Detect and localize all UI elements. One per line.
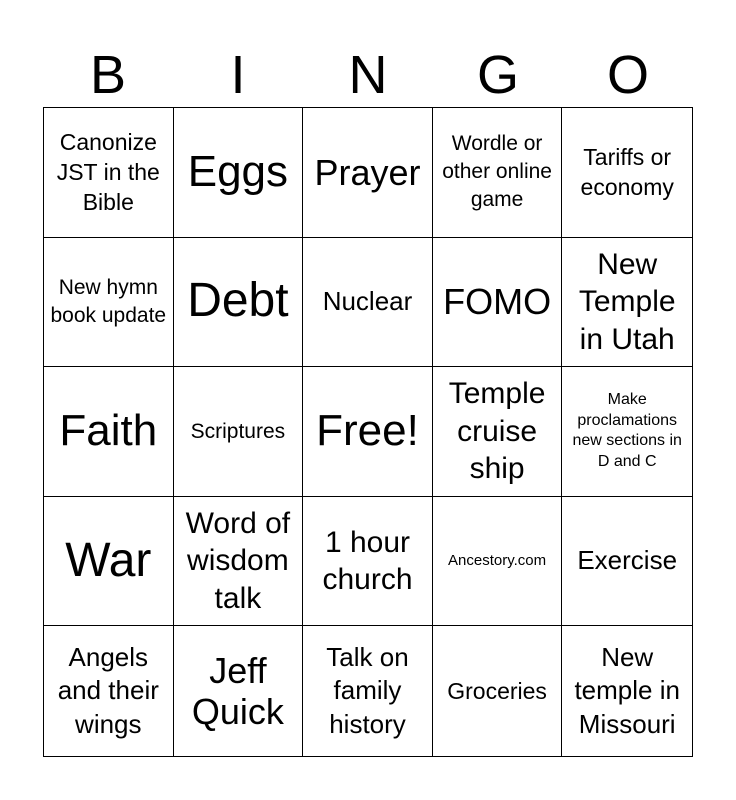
bingo-cell[interactable]: [562, 108, 692, 238]
cell-text: Exercise: [577, 545, 678, 576]
cell-text: Nuclear: [322, 285, 413, 316]
bingo-cell[interactable]: [44, 626, 174, 756]
bingo-cell[interactable]: [44, 108, 174, 238]
bingo-cell[interactable]: [433, 367, 563, 497]
bingo-cell[interactable]: [303, 497, 433, 627]
bingo-cell[interactable]: [562, 626, 692, 756]
bingo-cell[interactable]: [562, 497, 692, 627]
cell-text: Jeff Quick: [191, 649, 284, 733]
bingo-cell[interactable]: [433, 238, 563, 368]
bingo-cell[interactable]: [303, 238, 433, 368]
bingo-cell[interactable]: [562, 367, 692, 497]
header-letter-b: B: [89, 45, 127, 105]
bingo-cell[interactable]: [44, 367, 174, 497]
bingo-cell[interactable]: [174, 238, 304, 368]
cell-text: Tariffs or economy: [580, 143, 674, 201]
cell-text: Groceries: [447, 678, 547, 705]
bingo-cell[interactable]: [44, 238, 174, 368]
bingo-board: [43, 107, 693, 757]
cell-text: FOMO: [443, 281, 552, 323]
bingo-cell[interactable]: [174, 108, 304, 238]
cell-text: New hymn book update: [50, 275, 167, 327]
header-letter-g: G: [476, 45, 519, 105]
bingo-cell[interactable]: [433, 626, 563, 756]
cell-text: Make proclamations new sections in D and C: [572, 390, 682, 471]
cell-text: Scriptures: [190, 419, 286, 443]
cell-text: Angels and their wings: [57, 641, 159, 740]
bingo-cell[interactable]: [433, 108, 563, 238]
cell-text: 1 hour church: [322, 525, 413, 597]
bingo-cell[interactable]: [44, 497, 174, 627]
cell-text: War: [65, 533, 152, 587]
bingo-cell[interactable]: [303, 108, 433, 238]
bingo-cell[interactable]: [174, 497, 304, 627]
cell-text: Word of wisdom talk: [185, 506, 291, 615]
bingo-cell[interactable]: [562, 238, 692, 368]
header-letter-n: N: [348, 45, 388, 105]
bingo-header: [43, 44, 693, 106]
bingo-cell[interactable]: [303, 367, 433, 497]
cell-text: Debt: [187, 274, 289, 328]
bingo-cell[interactable]: [303, 626, 433, 756]
cell-text: Talk on family history: [326, 641, 409, 740]
bingo-cell[interactable]: [433, 497, 563, 627]
bingo-cell[interactable]: [174, 367, 304, 497]
cell-text: Prayer: [314, 151, 421, 193]
cell-text: Canonize JST in the Bible: [56, 128, 160, 216]
bingo-cell[interactable]: [174, 626, 304, 756]
header-letter-i: I: [230, 45, 246, 105]
cell-text: Free!: [316, 406, 419, 456]
cell-text: Temple cruise ship: [448, 377, 546, 486]
cell-text: New temple in Missouri: [574, 641, 680, 740]
cell-text: Ancestory.com: [448, 552, 547, 570]
cell-text: Wordle or other online game: [442, 132, 552, 212]
cell-text: New Temple in Utah: [578, 247, 676, 356]
cell-text: Eggs: [187, 147, 289, 197]
header-letter-o: O: [606, 45, 649, 105]
cell-text: Faith: [59, 406, 158, 456]
